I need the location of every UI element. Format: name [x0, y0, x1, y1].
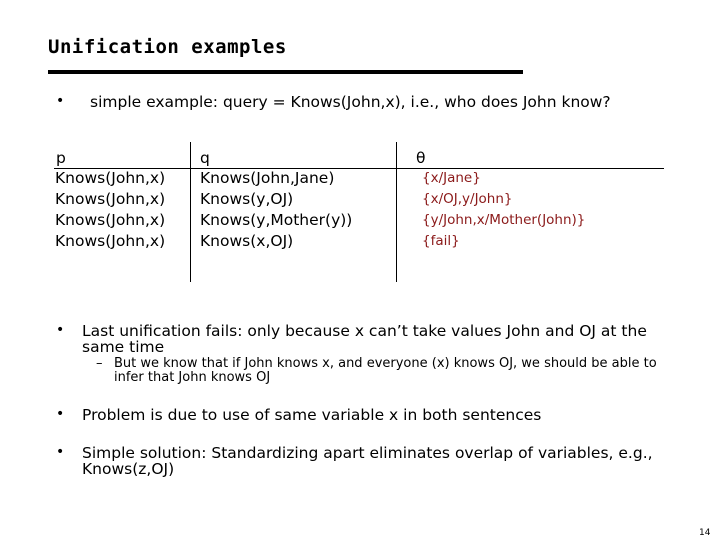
intro-bullet-marker: •	[56, 93, 65, 109]
table-divider-1	[190, 142, 191, 282]
bullet-marker: •	[56, 406, 65, 422]
intro-text: simple example: query = Knows(John,x), i.e., who does John know?	[90, 93, 611, 111]
sub-bullet-text: But we know that if John knows x, and everyone (x) knows OJ, we should be able to infer that John knows OJ	[114, 356, 657, 385]
p-cell: Knows(John,x)	[55, 211, 166, 229]
header-theta: θ	[416, 149, 426, 167]
theta-cell: {x/OJ,y/John}	[422, 191, 513, 207]
bullet-text: Last unification fails: only because x can’t take values John and OJ at the same time	[82, 322, 647, 356]
bullet-text: Problem is due to use of same variable x in both sentences	[82, 406, 542, 424]
slide-title: Unification examples	[48, 36, 287, 58]
q-cell: Knows(John,Jane)	[200, 169, 335, 187]
page-number: 14	[699, 528, 711, 538]
theta-column	[422, 168, 585, 252]
p-cell: Knows(John,x)	[55, 169, 166, 187]
q-cell: Knows(y,OJ)	[200, 190, 294, 208]
q-cell: Knows(x,OJ)	[200, 232, 294, 250]
bullet-text: Simple solution: Standardizing apart eliminates overlap of variables, e.g., Knows(z,OJ)	[82, 444, 653, 478]
table-divider-2	[396, 142, 397, 282]
p-cell: Knows(John,x)	[55, 190, 166, 208]
title-underline	[48, 70, 523, 74]
sub-bullet-marker: –	[96, 356, 103, 371]
q-column	[200, 168, 352, 252]
p-column	[55, 168, 165, 252]
theta-cell: {fail}	[422, 233, 460, 249]
theta-cell: {y/John,x/Mother(John)}	[422, 212, 586, 228]
bullet-marker: •	[56, 444, 65, 460]
p-cell: Knows(John,x)	[55, 232, 166, 250]
header-p: p	[56, 149, 66, 167]
header-q: q	[200, 149, 210, 167]
q-cell: Knows(y,Mother(y))	[200, 211, 353, 229]
theta-cell: {x/Jane}	[422, 170, 481, 186]
bullet-marker: •	[56, 322, 65, 338]
